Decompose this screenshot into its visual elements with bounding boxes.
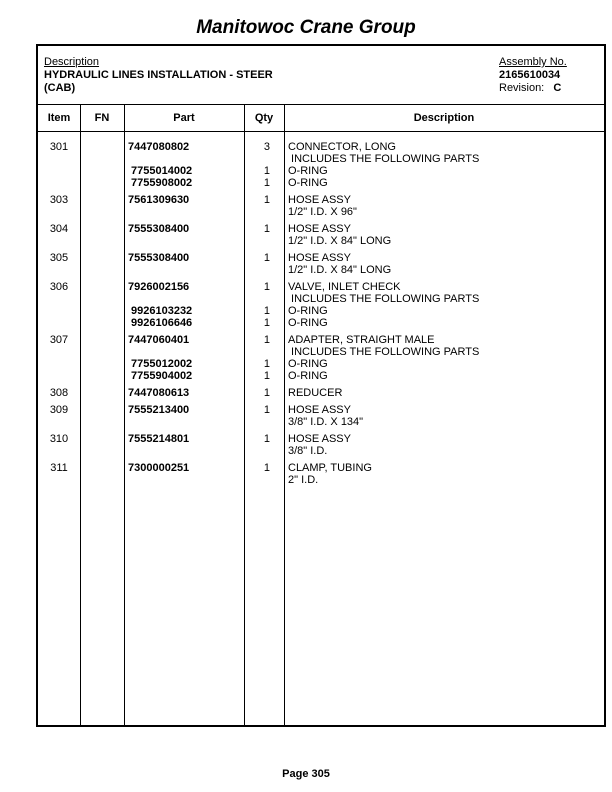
- part-number: 7555308400: [128, 252, 190, 264]
- part-number: 7447060401: [128, 334, 190, 346]
- item-number: 303: [49, 194, 69, 206]
- quantity: 3: [263, 141, 270, 153]
- description-line: HOSE ASSY: [288, 223, 351, 235]
- description-line: HOSE ASSY: [288, 252, 351, 264]
- part-description: [288, 252, 604, 276]
- sub-quantity: 1: [263, 370, 270, 382]
- column-header-part: Part: [173, 112, 195, 124]
- item-number: 311: [50, 462, 68, 474]
- description-line: HOSE ASSY: [288, 194, 351, 206]
- sub-part-description: O-RING: [288, 177, 328, 189]
- description-line: 3/8" I.D.: [288, 445, 328, 457]
- sub-part-number: 9926103232: [131, 305, 193, 317]
- description-line: HOSE ASSY: [288, 433, 351, 445]
- part-number: 7555214801: [128, 433, 190, 445]
- table-row: [38, 252, 604, 276]
- part-description: [288, 223, 604, 247]
- part-description: [288, 404, 604, 428]
- description-line: REDUCER: [288, 387, 343, 399]
- table-row: [38, 281, 604, 329]
- part-number: 7300000251: [128, 462, 190, 474]
- table-row: [38, 462, 604, 486]
- table-row: [38, 334, 604, 382]
- item-number: 304: [49, 223, 69, 235]
- sub-part-row: [38, 370, 604, 382]
- sub-part-number: 7755012002: [131, 358, 193, 370]
- part-description: [288, 433, 604, 457]
- part-number: 7447080613: [128, 387, 190, 399]
- sub-quantity: 1: [263, 165, 270, 177]
- description-label: Description: [44, 56, 100, 68]
- table-row: [38, 223, 604, 247]
- column-header-fn: FN: [94, 112, 110, 124]
- sub-quantity: 1: [263, 305, 270, 317]
- sub-quantity: 1: [263, 317, 270, 329]
- quantity: 1: [263, 223, 270, 235]
- description-line: CONNECTOR, LONG: [288, 141, 396, 153]
- assembly-description: HYDRAULIC LINES INSTALLATION - STEER: [44, 69, 273, 81]
- part-number: 7555213400: [128, 404, 190, 416]
- part-description: [288, 462, 604, 486]
- description-line: CLAMP, TUBING: [288, 462, 372, 474]
- quantity: 1: [263, 252, 270, 264]
- sub-part-description: O-RING: [288, 305, 328, 317]
- sub-part-row: [38, 177, 604, 189]
- part-number: 7561309630: [128, 194, 190, 206]
- description-line: 1/2" I.D. X 96": [288, 206, 357, 218]
- item-number: 308: [49, 387, 69, 399]
- part-number: 7555308400: [128, 223, 190, 235]
- item-number: 307: [49, 334, 69, 346]
- column-header-description: Description: [413, 112, 475, 124]
- quantity: 1: [263, 281, 270, 293]
- sub-part-description: O-RING: [288, 358, 328, 370]
- parts-table-body: [38, 141, 604, 491]
- part-description: [288, 141, 604, 165]
- sub-part-number: 7755908002: [131, 177, 193, 189]
- quantity: 1: [263, 334, 270, 346]
- item-number: 309: [49, 404, 69, 416]
- item-number: 301: [49, 141, 69, 153]
- description-line: 1/2" I.D. X 84" LONG: [288, 264, 392, 276]
- table-row: [38, 194, 604, 218]
- description-line: 3/8" I.D. X 134": [288, 416, 364, 428]
- quantity: 1: [263, 404, 270, 416]
- part-number: 7447080802: [128, 141, 190, 153]
- sub-part-description: O-RING: [288, 370, 328, 382]
- sub-part-number: 7755014002: [131, 165, 193, 177]
- part-description: [288, 334, 604, 358]
- assembly-header: [38, 46, 604, 105]
- assembly-no: 2165610034: [499, 69, 561, 81]
- quantity: 1: [263, 433, 270, 445]
- part-description: [288, 194, 604, 218]
- table-row: [38, 433, 604, 457]
- assembly-no-label: Assembly No.: [499, 56, 567, 68]
- column-header-item: Item: [47, 112, 71, 124]
- table-row: [38, 404, 604, 428]
- part-description: [288, 387, 604, 399]
- description-line: 1/2" I.D. X 84" LONG: [288, 235, 392, 247]
- company-title: Manitowoc Crane Group: [196, 17, 416, 38]
- sub-quantity: 1: [263, 177, 270, 189]
- description-line: ADAPTER, STRAIGHT MALE: [288, 334, 435, 346]
- table-row: [38, 387, 604, 399]
- sub-part-row: [38, 358, 604, 370]
- sub-part-number: 7755904002: [131, 370, 193, 382]
- page-number: Page 305: [282, 768, 330, 780]
- sub-part-row: [38, 317, 604, 329]
- parts-list-frame: [36, 44, 606, 727]
- column-header-qty: Qty: [254, 112, 274, 124]
- sub-part-description: O-RING: [288, 165, 328, 177]
- quantity: 1: [263, 194, 270, 206]
- description-line: 2" I.D.: [288, 474, 319, 486]
- sub-part-row: [38, 165, 604, 177]
- revision: [499, 82, 567, 95]
- part-description: [288, 281, 604, 305]
- revision-label: Revision:: [499, 82, 545, 94]
- item-number: 306: [49, 281, 69, 293]
- description-line: HOSE ASSY: [288, 404, 351, 416]
- sub-part-number: 9926106646: [131, 317, 193, 329]
- description-line: INCLUDES THE FOLLOWING PARTS: [288, 346, 480, 358]
- sub-part-description: O-RING: [288, 317, 328, 329]
- quantity: 1: [263, 387, 270, 399]
- quantity: 1: [263, 462, 270, 474]
- sub-quantity: 1: [263, 358, 270, 370]
- item-number: 305: [49, 252, 69, 264]
- part-number: 7926002156: [128, 281, 190, 293]
- description-line: INCLUDES THE FOLLOWING PARTS: [288, 153, 480, 165]
- assembly-description-cont: (CAB): [44, 82, 76, 94]
- sub-part-row: [38, 305, 604, 317]
- description-line: VALVE, INLET CHECK: [288, 281, 401, 293]
- item-number: 310: [49, 433, 69, 445]
- revision-value: C: [553, 82, 562, 94]
- table-row: [38, 141, 604, 189]
- description-line: INCLUDES THE FOLLOWING PARTS: [288, 293, 480, 305]
